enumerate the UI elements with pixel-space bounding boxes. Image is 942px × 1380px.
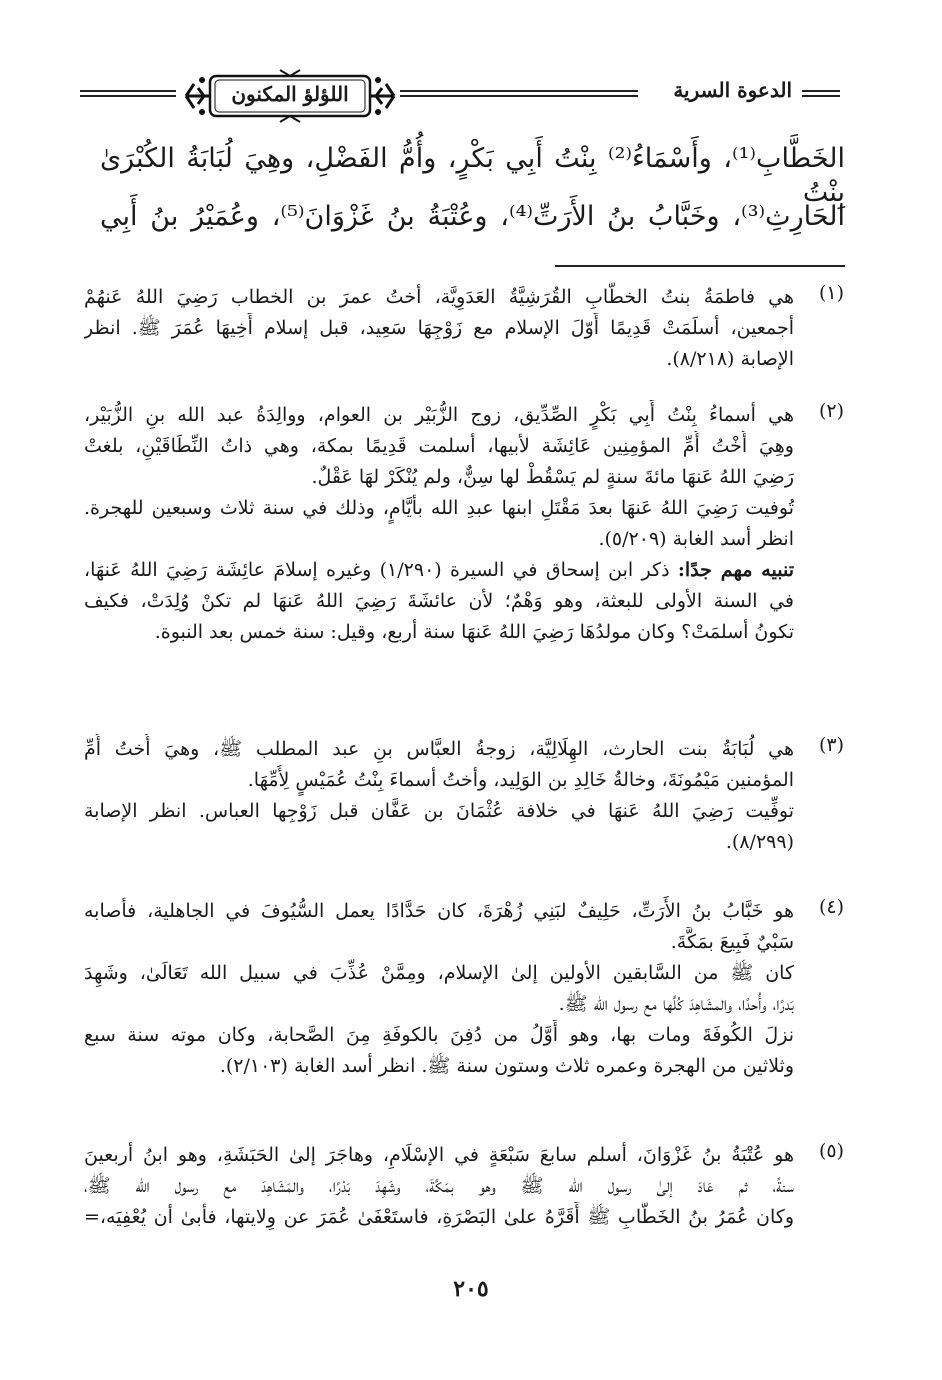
footnote-note-line xyxy=(84,555,794,586)
footnote-line: تكونُ أسلمَتْ؟ وكان مولدُهَا رَضِيَ اللهُ عَنهَا سنة أربع، وقيل: سنة خمس بعد النبوة. xyxy=(154,621,794,643)
footnote-line: انظر أسد الغابة (٥/٢٠٩). xyxy=(598,528,794,550)
footnote-line: توفِّيت رَضِيَ اللهُ عَنهَا في خلافة عُثْمَانَ بن عَفَّان قبل زَوْجِها العباس. انظر الإصابة xyxy=(84,800,794,822)
footnote-line: في السنة الأولى للبعثة، وهو وَهْمٌ؛ لأن عائشَةَ رَضِيَ اللهُ عَنهَا لم تكنْ وُلِدَتْ، فكيف xyxy=(84,590,794,612)
footnote-3 xyxy=(84,734,844,858)
footnote-line: سَبْيٌ فَبِيعَ بمَكَّةَ. xyxy=(670,931,794,953)
footnote-line: أجمعين، أسلَمَتْ قَدِيمًا أَوّلَ الإسلام مع زَوْجِهَا سَعِيد، قبل إسلام أَخِيهَا عُمَرَ ﷺ. انظر xyxy=(84,317,794,339)
footnote-number: (٣) xyxy=(818,734,844,756)
footnote-number: (٥) xyxy=(818,1140,844,1162)
footnote-line: الإصابة (٨/٢١٨). xyxy=(666,348,794,370)
header-rule-middle xyxy=(400,90,638,97)
footnote-line: بَدرًا، وأُحدًا، والمشَاهِدَ كُلَّها مع رسول الله ﷺ. xyxy=(558,993,794,1015)
footnote-line: وكان عُمَرُ بنُ الخَطَّابِ ﷺ أَقَرَّهُ علىٰ البَصْرَةِ، فاستَعْفَىٰ عُمَرَ عن وِلايتها، فأبىٰ أن يُعْفِيَه،= xyxy=(84,1206,794,1228)
footnote-number: (١) xyxy=(818,282,844,304)
footnote-separator xyxy=(555,265,845,267)
footnote-line: تُوفيت رَضِيَ اللهُ عَنهَا بعدَ مَقْتَلِ ابنها عبدِ الله بأيَّامٍ، وذلك في سنة ثلاث وسبعين للهجرة. xyxy=(84,497,794,519)
footnote-line: هي أسماءُ بِنْتُ أَبِي بَكْرٍ الصِّدِّيق، زوج الزُّبَيْر بن العوام، ووالِدَةُ عبد الله بنِ الزُّبَيْر، xyxy=(84,404,794,426)
header-rule-right xyxy=(802,90,840,97)
page-header xyxy=(80,64,840,130)
footnote-2 xyxy=(84,400,844,648)
footnote-line: وثلاثين من الهجرة وعمره ثلاث وستون سنة ﷺ. انظر أسد الغابة (٢/١٠٣). xyxy=(219,1055,794,1077)
footnote-line: هي فاطمَةُ بنتُ الخطَّابِ القُرَشِيَّةُ العَدَوِيَّة، أختُ عمرَ بن الخطاب رَضِيَ اللهُ عَنهُمْ xyxy=(84,286,794,308)
footnote-line: وهِيَ أُخْتُ أُمِّ المؤمِنِين عَائِشَة لأبيها، أسلمت قَدِيمًا بمكة، وهي ذاتُ النِّطَاقَيْنِ، بلغتْ xyxy=(84,435,794,457)
footnote-line: ذكر ابن إسحاق في السيرة (١/٢٩٠) وغيره إسلامَ عائِشَة رَضِيَ اللهُ عَنهَا، xyxy=(84,559,678,581)
footnote-line: كان ﷺ من السَّابقين الأولين إلىٰ الإسلام، ومِمَّنْ عُذِّبَ في سبيل الله تَعَالَىٰ، وشَهِدَ xyxy=(84,962,794,984)
important-note-label: تنبيه مهم جدًا: xyxy=(677,559,794,581)
main-text-line-2: الحَارِثِ⁽³⁾، وخَبَّابُ بنُ الأَرَتِّ⁽⁴⁾، وعُتْبَةُ بنُ غَزْوَانَ⁽⁵⁾، وعُمَيْرُ بنُ أَبِي xyxy=(100,201,845,232)
title-ornament xyxy=(180,66,400,126)
footnote-line: هو عُتْبَةُ بنُ غَزْوَانَ، أسلم سابعَ سَبْعَةٍ في الإسْلَامِ، وهاجَرَ إلىٰ الحَبَشَةِ، وهو ابنُ أربعينَ xyxy=(84,1144,794,1166)
main-text-line-1: الخَطَّابِ⁽¹⁾، وأَسْمَاءُ⁽²⁾ بِنْتُ أَبِي بَكْرٍ، وأُمُّ الفَضْلِ، وهِيَ لُبَابَةُ الكُبْرَىٰ بِنْتُ xyxy=(100,143,845,208)
footnote-line: رَضِيَ اللهُ عَنهَا مائةَ سنةٍ لم يَسْقُطْ لها سِنٌّ، ولم يُنْكَرْ لهَا عَقْلٌ. xyxy=(311,466,794,488)
section-title: الدعوة السرية xyxy=(673,78,792,102)
footnote-line: المؤمنين مَيْمُونَةَ، وخالةُ خَالِدِ بن الوَلِيد، وأختُ أسماءَ بِنْتُ عُمَيْسٍ لِأُمِّهَا. xyxy=(247,769,794,791)
footnote-4 xyxy=(84,896,844,1082)
footnote-line: نزلَ الكُوفَةَ ومات بها، وهو أَوَّلُ من دُفِنَ بالكوفَةِ مِنَ الصَّحابة، وكان موته سنة سبع xyxy=(84,1024,794,1046)
footnote-line: سنةً، ثم عَادَ إلىٰ رسول الله ﷺ وهو بمَكَّةَ، وشَهِدَ بَدْرًا، والمَشَاهِدَ مع رسول الله ﷺ، xyxy=(84,1175,794,1197)
footnote-number: (٢) xyxy=(818,400,844,422)
footnote-5 xyxy=(84,1140,844,1233)
footnote-number: (٤) xyxy=(818,896,844,918)
footnote-line: (٨/٢٩٩). xyxy=(725,831,794,853)
footnote-1 xyxy=(84,282,844,375)
header-rule-left xyxy=(80,90,176,97)
page-number: ٢٠٥ xyxy=(453,1276,489,1302)
footnote-line: هو خَبَّابُ بنُ الأَرَتِّ، حَلِيفٌ لبَنِي زُهْرَةَ، كان حَدَّادًا يعمل السُّيُوفَ في الجاهلية، فأصابه xyxy=(84,900,794,922)
footnote-line: هي لُبَابَةُ بنت الحارث، الهِلَالِيَّة، زوجةُ العبَّاس بنِ عبد المطلب ﷺ، وهيَ أُختُ أُمِّ xyxy=(84,738,794,760)
book-title: اللؤلؤ المكنون xyxy=(231,82,349,106)
